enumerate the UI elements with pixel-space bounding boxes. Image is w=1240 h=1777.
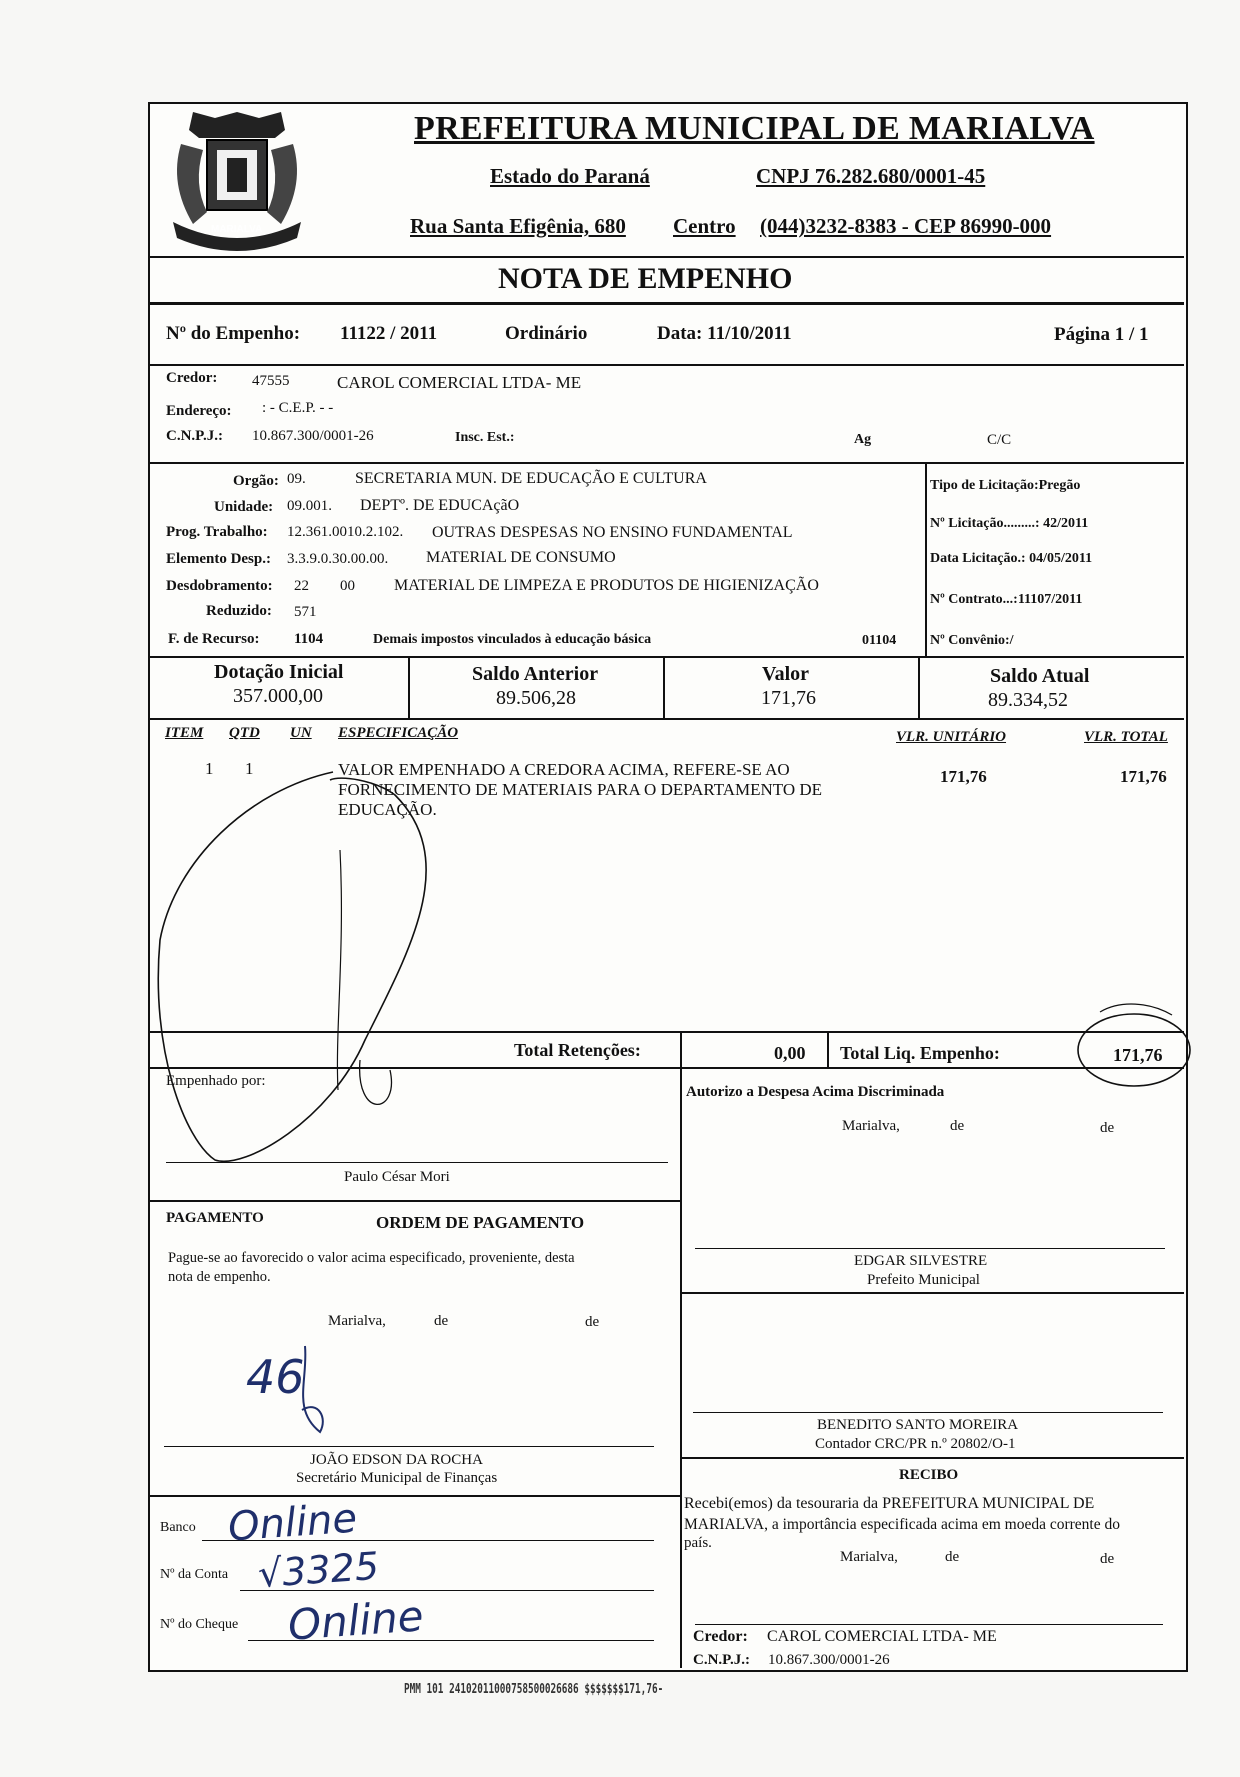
handwritten-bank: Online [226, 1495, 359, 1551]
payment-order-title: ORDEM DE PAGAMENTO [376, 1213, 585, 1232]
secretary-signature-line [164, 1446, 654, 1447]
receipt-city: Marialva, [840, 1549, 898, 1565]
cnpj-label: C.N.P.J.: [166, 428, 223, 444]
seal-banner-text: MARIALVA [211, 224, 263, 235]
receipt-title: RECIBO [899, 1467, 959, 1483]
authorization-date-de-2: de [1100, 1120, 1115, 1136]
accountant-role: Contador CRC/PR n.º 20802/O-1 [815, 1436, 1016, 1452]
divider [150, 718, 1184, 720]
item-total-price: 171,76 [1120, 767, 1167, 786]
divider [680, 1292, 1184, 1294]
accountant-name: BENEDITO SANTO MOREIRA [817, 1417, 1019, 1433]
divider [150, 302, 1184, 305]
creditor-signature-line [695, 1624, 1163, 1625]
mayor-role: Prefeito Municipal [867, 1272, 980, 1288]
handwritten-account: √3325 [256, 1543, 381, 1597]
receipt-cnpj-label: C.N.P.J.: [693, 1652, 750, 1668]
state-name: Estado do Paraná [490, 164, 650, 188]
total-withholdings-value: 0,00 [774, 1043, 806, 1063]
initial-allocation-label: Dotação Inicial [214, 661, 344, 683]
secretary-role: Secretário Municipal de Finanças [296, 1470, 498, 1486]
item-column-header: ITEM [165, 725, 204, 741]
resource-label: F. de Recurso: [168, 631, 260, 647]
divider [925, 462, 927, 656]
current-balance-value: 89.334,52 [988, 689, 1068, 711]
divider [150, 1495, 680, 1497]
page-number: Página 1 / 1 [1054, 324, 1149, 345]
divider [827, 1031, 829, 1067]
payment-label: PAGAMENTO [166, 1210, 264, 1226]
receipt-creditor-name: CAROL COMERCIAL LTDA- ME [767, 1628, 997, 1645]
payment-city: Marialva, [328, 1313, 386, 1329]
divider [150, 462, 1184, 464]
secretary-name: JOÃO EDSON DA ROCHA [310, 1452, 483, 1468]
divider [150, 1067, 1184, 1069]
item-unit-price: 171,76 [940, 767, 987, 786]
creditor-name: CAROL COMERCIAL LTDA- ME [337, 373, 582, 392]
handwritten-initial: 46 [246, 1350, 305, 1404]
authorization-city: Marialva, [842, 1118, 900, 1134]
receipt-creditor-label: Credor: [693, 1628, 748, 1645]
mayor-name: EDGAR SILVESTRE [854, 1253, 988, 1269]
account-number-label: Nº da Conta [160, 1567, 229, 1582]
receipt-text-line-2: MARIALVA, a importância especificada acima em moeda corrente do [684, 1516, 1120, 1533]
city-hall-title: PREFEITURA MUNICIPAL DE MARIALVA [414, 110, 1095, 147]
issued-by-label: Empenhado por: [166, 1073, 266, 1089]
payment-text-line-1: Pague-se ao favorecido o valor acima especificado, proveniente, desta [168, 1250, 575, 1266]
city-seal [163, 104, 311, 262]
receipt-date-de: de [945, 1549, 960, 1565]
unit-code: 09.001. [287, 498, 332, 514]
payment-date-de-2: de [585, 1314, 600, 1330]
unit-label: Unidade: [214, 499, 274, 515]
initial-allocation-value: 357.000,00 [233, 685, 323, 707]
creditor-cnpj: 10.867.300/0001-26 [252, 428, 374, 444]
divider [150, 1031, 1184, 1033]
divider [150, 656, 1184, 658]
divider [663, 656, 665, 718]
bidding-type: Tipo de Licitação:Pregão [930, 478, 1081, 493]
cnpj-header: CNPJ 76.282.680/0001-45 [756, 164, 986, 188]
amount-label: Valor [762, 663, 810, 685]
item-description-line-3: EDUCAÇÃO. [338, 800, 437, 819]
unfolding-code-2: 00 [340, 578, 355, 594]
divider [680, 1457, 1184, 1459]
net-total-value: 171,76 [1113, 1045, 1163, 1065]
receipt-text-line-3: país. [684, 1535, 712, 1551]
item-description-line-1: VALOR EMPENHADO A CREDORA ACIMA, REFERE-SE AO [338, 760, 790, 779]
unit-name: DEPTº. DE EDUCAçãO [360, 497, 520, 514]
bidding-number: Nº Licitação.........: 42/2011 [930, 516, 1089, 531]
organ-label: Orgão: [233, 473, 279, 489]
bidding-date: Data Licitação.: 04/05/2011 [930, 551, 1093, 566]
organ-code: 09. [287, 471, 306, 487]
payment-text-line-2: nota de empenho. [168, 1269, 271, 1285]
quantity-column-header: QTD [229, 725, 260, 741]
authorization-label: Autorizo a Despesa Acima Discriminada [686, 1084, 945, 1100]
divider [150, 256, 1184, 258]
agency-label: Ag [854, 432, 872, 447]
empenho-date: Data: 11/10/2011 [657, 323, 792, 344]
contract-number: Nº Contrato...:11107/2011 [930, 592, 1083, 607]
unfolding-label: Desdobramento: [166, 578, 273, 594]
unit-column-header: UN [290, 725, 312, 741]
divider [680, 1031, 682, 1067]
reduced-label: Reduzido: [206, 603, 272, 619]
empenho-type: Ordinário [505, 323, 588, 344]
receipt-date-de-2: de [1100, 1551, 1115, 1567]
payment-date-de: de [434, 1313, 449, 1329]
resource-name: Demais impostos vinculados à educação básica [373, 632, 652, 647]
empenho-number-label: Nº do Empenho: [166, 323, 301, 344]
previous-balance-value: 89.506,28 [496, 687, 576, 709]
element-label: Elemento Desp.: [166, 551, 271, 567]
divider [408, 656, 410, 718]
receipt-text-line-1: Recebi(emos) da tesouraria da PREFEITURA MUNICIPAL DE [684, 1495, 1095, 1512]
reduced-value: 571 [294, 604, 317, 620]
element-name: MATERIAL DE CONSUMO [426, 549, 616, 566]
organ-name: SECRETARIA MUN. DE EDUCAÇÃO E CULTURA [355, 470, 707, 487]
item-description-line-2: FORNECIMENTO DE MATERIAIS PARA O DEPARTAMENTO DE [338, 780, 823, 799]
net-total-label: Total Liq. Empenho: [840, 1043, 1000, 1063]
resource-code: 1104 [294, 631, 324, 647]
signature-line [166, 1162, 668, 1163]
mayor-signature-line [695, 1248, 1165, 1249]
check-number-label: Nº do Cheque [160, 1617, 239, 1632]
creditor-label: Credor: [166, 370, 218, 386]
issued-by-signer: Paulo César Mori [344, 1169, 450, 1185]
document-title: NOTA DE EMPENHO [498, 262, 793, 295]
footer-barcode-text: PMM 101 24102011000758500026686 $$$$$$$171,76- [404, 1682, 664, 1697]
previous-balance-label: Saldo Anterior [472, 663, 599, 685]
program-code: 12.361.0010.2.102. [287, 524, 404, 540]
address-street: Rua Santa Efigênia, 680 [410, 214, 626, 238]
account-label: C/C [987, 432, 1012, 448]
item-number: 1 [205, 759, 214, 778]
receipt-cnpj-value: 10.867.300/0001-26 [768, 1652, 890, 1668]
address-district: Centro [673, 214, 736, 238]
program-label: Prog. Trabalho: [166, 524, 268, 540]
address-label: Endereço: [166, 403, 232, 419]
authorization-date-de: de [950, 1118, 965, 1134]
total-withholdings-label: Total Retenções: [514, 1040, 641, 1060]
current-balance-label: Saldo Atual [990, 665, 1090, 687]
program-name: OUTRAS DESPESAS NO ENSINO FUNDAMENTAL [432, 524, 793, 541]
state-registration-label: Insc. Est.: [455, 430, 515, 445]
divider [680, 1067, 682, 1668]
creditor-code: 47555 [252, 373, 290, 389]
handwritten-check: Online [286, 1591, 426, 1650]
total-price-column-header: VLR. TOTAL [1084, 729, 1168, 745]
accountant-signature-line [693, 1412, 1163, 1413]
resource-code-2: 01104 [862, 633, 897, 648]
specification-column-header: ESPECIFICAÇÃO [338, 725, 459, 741]
amount-value: 171,76 [761, 687, 816, 709]
divider [150, 364, 1184, 366]
unfolding-name: MATERIAL DE LIMPEZA E PRODUTOS DE HIGIENIZAÇÃO [394, 577, 819, 594]
empenho-number: 11122 / 2011 [340, 323, 438, 344]
unfolding-code: 22 [294, 578, 309, 594]
divider [918, 656, 920, 718]
agreement-number: Nº Convênio:/ [930, 633, 1014, 648]
element-code: 3.3.9.0.30.00.00. [287, 551, 389, 567]
address-value: : - C.E.P. - - [262, 400, 334, 416]
item-quantity: 1 [245, 759, 254, 778]
bank-label: Banco [160, 1520, 196, 1535]
divider [150, 1200, 680, 1202]
address-phone-cep: (044)3232-8383 - CEP 86990-000 [760, 214, 1052, 238]
unit-price-column-header: VLR. UNITÁRIO [896, 729, 1007, 745]
